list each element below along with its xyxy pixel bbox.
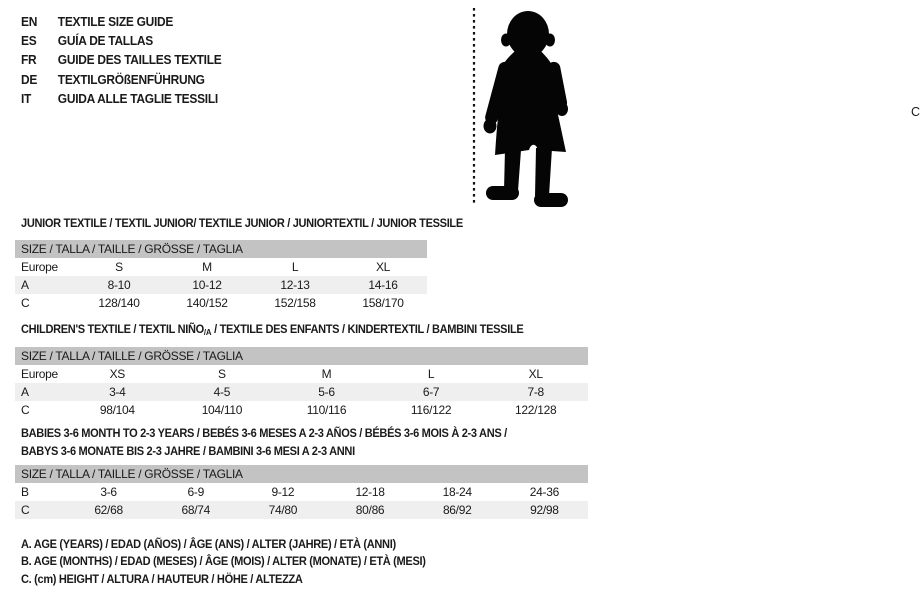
cell: 6-9 xyxy=(187,485,204,499)
legend-notes xyxy=(21,536,426,588)
cell: XL xyxy=(375,260,391,274)
children-title-pre: CHILDREN'S TEXTILE / TEXTIL NIÑO xyxy=(21,322,204,336)
cell: 86/92 xyxy=(414,501,501,519)
row-label: C xyxy=(21,403,30,417)
language-title: TEXTILE SIZE GUIDE xyxy=(57,14,174,29)
row-label: C xyxy=(21,296,30,310)
cell: XL xyxy=(528,367,543,381)
cell: 9-12 xyxy=(271,485,295,499)
table-row xyxy=(15,365,588,383)
table-row xyxy=(15,294,427,312)
cell: 4-5 xyxy=(170,383,275,401)
row-label: Europe xyxy=(21,260,58,274)
cell: 62/68 xyxy=(65,501,152,519)
table-header-row xyxy=(15,465,588,483)
cell: 7-8 xyxy=(483,383,588,401)
cell: 24-36 xyxy=(529,485,559,499)
table-header-label: SIZE / TALLA / TAILLE / GRÖSSE / TAGLIA xyxy=(15,240,427,258)
table-row xyxy=(15,258,427,276)
cell: 18-24 xyxy=(442,485,472,499)
babies-title-line1: BABIES 3-6 MONTH TO 2-3 YEARS / BEBÉS 3-6 MESES A 2-3 AÑOS / BÉBÉS 3-6 MOIS À 2-3 ANS / xyxy=(21,426,507,440)
cell: 6-7 xyxy=(379,383,484,401)
table-header-row xyxy=(15,347,588,365)
cell: 140/152 xyxy=(186,296,228,310)
cell: 5-6 xyxy=(274,383,379,401)
cell: 128/140 xyxy=(98,296,140,310)
babies-title-line2: BABYS 3-6 MONATE BIS 2-3 JAHRE / BAMBINI 3-6 MESI A 2-3 ANNI xyxy=(21,444,355,458)
cell: 3-4 xyxy=(65,383,170,401)
row-label: A xyxy=(15,276,75,294)
table-header-label: SIZE / TALLA / TAILLE / GRÖSSE / TAGLIA xyxy=(15,465,588,483)
cell: 80/86 xyxy=(326,501,413,519)
cell: 116/122 xyxy=(410,403,452,417)
language-title-list xyxy=(21,12,239,108)
height-measure-figure xyxy=(452,0,920,212)
note-b: B. AGE (MONTHS) / EDAD (MESES) / ÂGE (MOIS) / ALTER (MONATE) / ETÀ (MESI) xyxy=(21,554,426,569)
table-row xyxy=(15,383,588,401)
language-code: DE xyxy=(21,71,38,87)
table-row xyxy=(15,401,588,419)
cell: 12-13 xyxy=(251,276,339,294)
cell: M xyxy=(321,367,332,381)
language-title: GUIDE DES TAILLES TEXTILE xyxy=(57,52,222,68)
cell: 10-12 xyxy=(163,276,251,294)
language-row-de xyxy=(21,70,221,89)
babies-size-table xyxy=(15,465,588,519)
cell: 98/104 xyxy=(99,403,135,417)
language-code: EN xyxy=(21,14,38,29)
language-row-fr xyxy=(21,50,221,69)
table-row xyxy=(15,483,588,501)
cell: 8-10 xyxy=(75,276,163,294)
language-code: IT xyxy=(21,90,32,106)
cell: 14-16 xyxy=(339,276,427,294)
table-row xyxy=(15,501,588,519)
baby-silhouette-icon xyxy=(452,0,598,212)
cell: 104/110 xyxy=(201,403,243,417)
cell: S xyxy=(115,260,123,274)
table-header-label: SIZE / TALLA / TAILLE / GRÖSSE / TAGLIA xyxy=(15,347,588,365)
children-size-table xyxy=(15,347,588,419)
children-section-title xyxy=(21,320,523,341)
row-label: B xyxy=(21,485,29,499)
language-code: ES xyxy=(21,33,37,49)
children-title-post: / TEXTILE DES ENFANTS / KINDERTEXTIL / BAMBINI TESSILE xyxy=(211,322,524,336)
row-label: C xyxy=(15,501,65,519)
language-title: GUÍA DE TALLAS xyxy=(57,33,153,49)
note-c: C. (cm) HEIGHT / ALTURA / HAUTEUR / HÖHE / ALTEZZA xyxy=(21,571,303,586)
language-code: FR xyxy=(21,52,37,68)
cell: 152/158 xyxy=(274,296,316,310)
table-header-row xyxy=(15,240,427,258)
language-row-en xyxy=(21,12,221,31)
junior-size-table xyxy=(15,240,427,312)
cell: 92/98 xyxy=(501,501,588,519)
height-measure-label: C xyxy=(911,105,920,119)
cell: 74/80 xyxy=(239,501,326,519)
language-row-es xyxy=(21,31,221,50)
junior-section-title: JUNIOR TEXTILE / TEXTIL JUNIOR/ TEXTILE JUNIOR / JUNIORTEXTIL / JUNIOR TESSILE xyxy=(21,216,463,230)
cell: 122/128 xyxy=(515,403,557,417)
note-a: A. AGE (YEARS) / EDAD (AÑOS) / ÂGE (ANS) / ALTER (JAHRE) / ETÀ (ANNI) xyxy=(21,537,396,551)
row-label: Europe xyxy=(21,367,58,381)
babies-section-title xyxy=(21,424,507,460)
cell: 68/74 xyxy=(152,501,239,519)
language-title: GUIDA ALLE TAGLIE TESSILI xyxy=(57,90,218,106)
cell: M xyxy=(202,260,212,274)
cell: L xyxy=(427,367,435,381)
language-title: TEXTILGRÖßENFÜHRUNG xyxy=(57,71,205,87)
cell: L xyxy=(291,260,299,274)
cell: 110/116 xyxy=(306,403,347,417)
cell: 3-6 xyxy=(100,485,117,499)
children-title-sub: /A xyxy=(203,327,212,337)
cell: 158/170 xyxy=(362,296,404,310)
cell: S xyxy=(218,367,226,381)
table-row xyxy=(15,276,427,294)
language-row-it xyxy=(21,89,221,108)
cell: 12-18 xyxy=(355,485,385,499)
cell: XS xyxy=(109,367,125,381)
row-label: A xyxy=(15,383,65,401)
